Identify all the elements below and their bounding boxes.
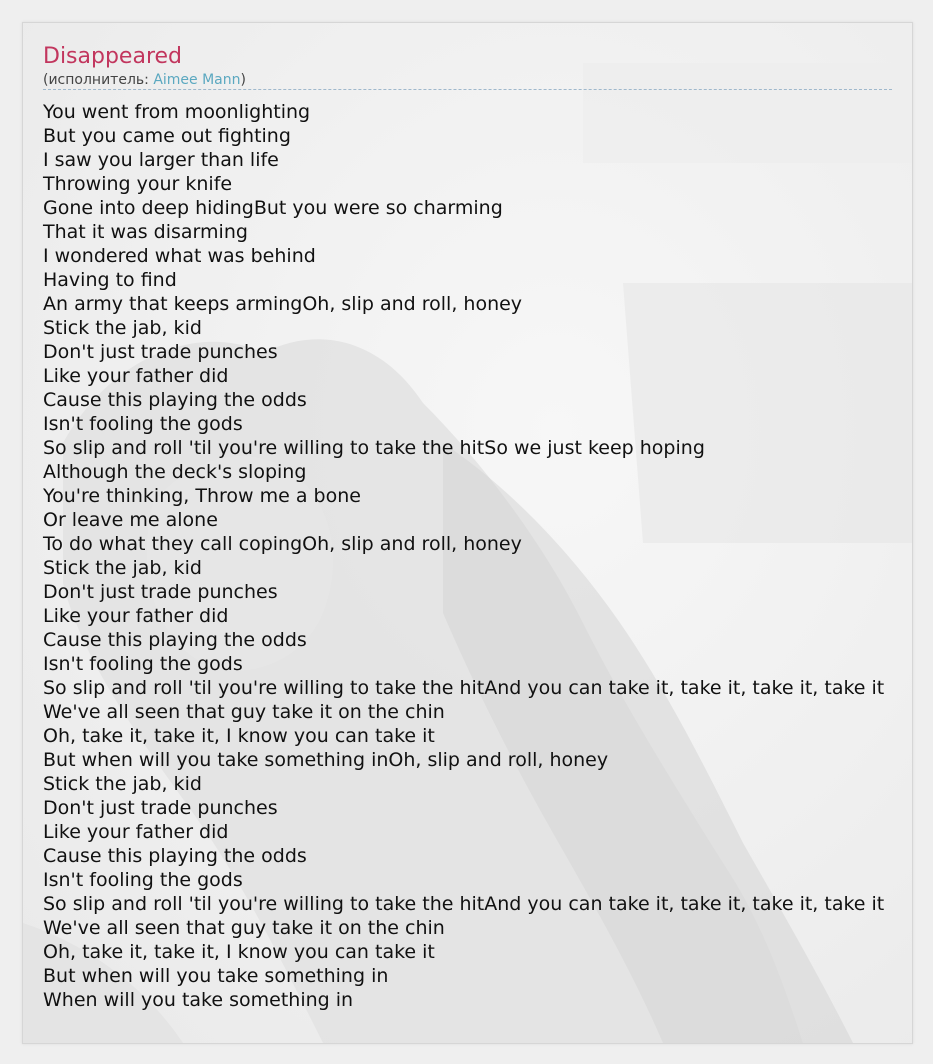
lyric-line: Oh, take it, take it, I know you can take it — [43, 941, 435, 963]
title-divider — [43, 89, 892, 90]
lyric-line: We've all seen that guy take it on the chin — [43, 701, 445, 723]
lyric-line: So slip and roll 'til you're willing to take the hitSo we just keep hoping — [43, 437, 705, 459]
lyric-line: Like your father did — [43, 605, 229, 627]
lyric-line: When will you take something in — [43, 989, 354, 1011]
lyric-line: Stick the jab, kid — [43, 317, 202, 339]
lyric-line: An army that keeps armingOh, slip and roll, honey — [43, 293, 523, 315]
lyric-line: Cause this playing the odds — [43, 389, 307, 411]
lyric-line: But when will you take something inOh, slip and roll, honey — [43, 749, 609, 771]
artist-link[interactable]: Aimee Mann — [153, 72, 241, 88]
lyric-line: Don't just trade punches — [43, 341, 278, 363]
artist-prefix: (исполнитель: — [43, 72, 154, 88]
lyric-line: Like your father did — [43, 821, 229, 843]
lyric-line: Isn't fooling the gods — [43, 869, 243, 891]
lyric-line: Cause this playing the odds — [43, 629, 307, 651]
lyrics-card — [22, 22, 913, 1044]
lyric-line: I wondered what was behind — [43, 245, 316, 267]
song-title: Disappeared — [43, 44, 183, 69]
artist-suffix: ) — [240, 72, 246, 88]
lyric-line: To do what they call copingOh, slip and roll, honey — [43, 533, 522, 555]
lyric-line: Don't just trade punches — [43, 797, 278, 819]
lyric-line: But when will you take something in — [43, 965, 389, 987]
lyric-line: Like your father did — [43, 365, 229, 387]
lyrics-text — [43, 100, 913, 1012]
lyric-line: Stick the jab, kid — [43, 557, 202, 579]
lyric-line: I saw you larger than life — [43, 149, 279, 171]
artist-line — [43, 71, 913, 89]
lyric-line: We've all seen that guy take it on the chin — [43, 917, 445, 939]
lyric-line: So slip and roll 'til you're willing to take the hitAnd you can take it, take it, take it, take it — [43, 893, 885, 915]
lyric-line: Having to find — [43, 269, 177, 291]
lyric-line: Cause this playing the odds — [43, 845, 307, 867]
lyric-line: Throwing your knife — [43, 173, 233, 195]
lyric-line: You went from moonlighting — [43, 101, 311, 123]
lyric-line: Although the deck's sloping — [43, 461, 307, 483]
lyric-line: Gone into deep hidingBut you were so charming — [43, 197, 503, 219]
lyric-line: That it was disarming — [43, 221, 248, 243]
lyric-line: Don't just trade punches — [43, 581, 278, 603]
lyrics-content — [43, 43, 913, 1012]
lyric-line: Isn't fooling the gods — [43, 413, 243, 435]
lyric-line: Oh, take it, take it, I know you can take it — [43, 725, 435, 747]
lyric-line: Stick the jab, kid — [43, 773, 202, 795]
lyric-line: You're thinking, Throw me a bone — [43, 485, 361, 507]
lyric-line: Or leave me alone — [43, 509, 218, 531]
lyric-line: Isn't fooling the gods — [43, 653, 243, 675]
lyric-line: But you came out fighting — [43, 125, 291, 147]
lyric-line: So slip and roll 'til you're willing to take the hitAnd you can take it, take it, take it, take it — [43, 677, 885, 699]
